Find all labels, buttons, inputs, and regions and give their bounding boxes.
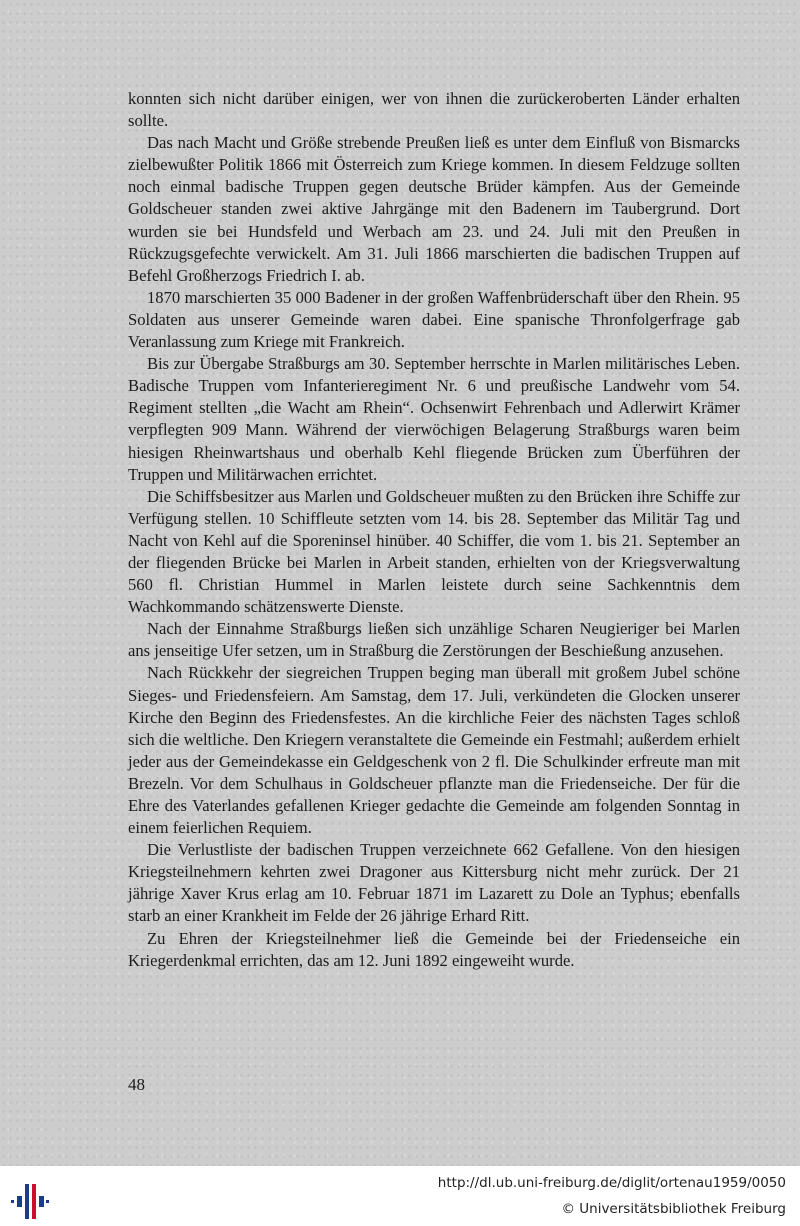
library-logo-icon: [10, 1179, 50, 1221]
page-number: 48: [128, 1075, 145, 1094]
paragraph: Bis zur Übergabe Straßburgs am 30. September herrschte in Marlen militärisches Leben. Badische Truppen vom Infanterieregiment Nr. 6 und preußische Landwehr vom 54. Regiment stellten „die Wacht am Rhein“. Ochsenwirt Fehrenbach und Adlerwirt Krämer verpflegten 909 Mann. Während der vierwöchigen Belagerung Straßburgs waren beim hiesigen Rheinwartshaus und oberhalb Kehl fliegende Brücken zum Überführen der Truppen und Militärwachen errichtet.: [128, 354, 740, 484]
paragraph: 1870 marschierten 35 000 Badener in der großen Waffenbrüderschaft über den Rhein. 95 Soldaten aus unserer Gemeinde waren dabei. Eine spanische Thronfolgerfrage gab Veranlassung zum Kriege mit Frankreich.: [128, 287, 740, 352]
paragraph: konnten sich nicht darüber einigen, wer von ihnen die zurückeroberten Länder erhalten sollte.: [128, 89, 740, 131]
paragraph: Die Verlustliste der badischen Truppen verzeichnete 662 Gefallene. Von den hiesigen Kriegsteilnehmern kehrten zwei Dragoner aus Kittersburg nicht mehr zurück. Der 21 jährige Xaver Krus erlag am 10. Februar 1871 im Lazarett zu Dole an Typhus; ebenfalls starb an einer Krankheit im Felde der 26 jährige Erhard Ritt.: [128, 840, 740, 926]
permalink-link[interactable]: http://dl.ub.uni-freiburg.de/diglit/ortenau1959/0050: [437, 1175, 786, 1191]
paragraph: Das nach Macht und Größe strebende Preußen ließ es unter dem Einfluß von Bismarcks zielbewußter Politik 1866 mit Österreich zum Kriege kommen. In diesem Feldzuge sollten noch einmal badische Truppen gegen deutsche Brüder kämpfen. Aus der Gemeinde Goldscheuer standen zwei aktive Jahrgänge mit den Badenern im Taubergrund. Dort wurden sie bei Hundsfeld und Werbach am 23. und 24. Juli mit den Preußen in Rückzugsgefechte verwickelt. Am 31. Juli 1866 marschierten die badischen Truppen auf Befehl Großherzogs Friedrich I. ab.: [128, 133, 740, 285]
viewer-footer: [0, 1166, 800, 1226]
copyright-notice: © Universitätsbibliothek Freiburg: [561, 1201, 786, 1217]
paragraph: Nach Rückkehr der siegreichen Truppen beging man überall mit großem Jubel schöne Sieges- und Friedensfeiern. Am Samstag, dem 17. Juli, verkündeten die Glocken unserer Kirche den Beginn des Friedensfestes. An die kirchliche Feier des nächsten Tages schloß sich die weltliche. Den Kriegern veranstaltete die Gemeinde ein Festmahl; außerdem erhielt jeder aus der Gemeindekasse ein Geldgeschenk von 2 fl. Die Schulkinder erfreute man mit Brezeln. Vor dem Schulhaus in Goldscheuer pflanzte man die Friedenseiche. Der für die Ehre des Vaterlandes gefallenen Krieger gedachte die Gemeinde am folgenden Sonntag in einem feierlichen Requiem.: [128, 663, 740, 838]
paragraph: Die Schiffsbesitzer aus Marlen und Goldscheuer mußten zu den Brücken ihre Schiffe zur Verfügung stellen. 10 Schiffleute setzten vom 14. bis 28. September das Militär Tag und Nacht von Kehl auf die Sporeninsel hinüber. 40 Schiffer, die vom 1. bis 21. September an der fliegenden Brücke bei Marlen in Arbeit standen, erhielten von der Kriegsverwaltung 560 fl. Christian Hummel in Marlen leistete durch seine Sachkenntnis dem Wachkommando schätzenswerte Dienste.: [128, 486, 740, 617]
paragraph: Nach der Einnahme Straßburgs ließen sich unzählige Scharen Neugieriger bei Marlen ans jenseitige Ufer setzen, um in Straßburg die Zerstörungen der Beschießung anzusehen.: [128, 619, 740, 661]
body-text: [128, 88, 740, 972]
paragraph: Zu Ehren der Kriegsteilnehmer ließ die Gemeinde bei der Friedenseiche ein Kriegerdenkmal errichten, das am 12. Juni 1892 eingeweiht wurde.: [128, 928, 740, 970]
